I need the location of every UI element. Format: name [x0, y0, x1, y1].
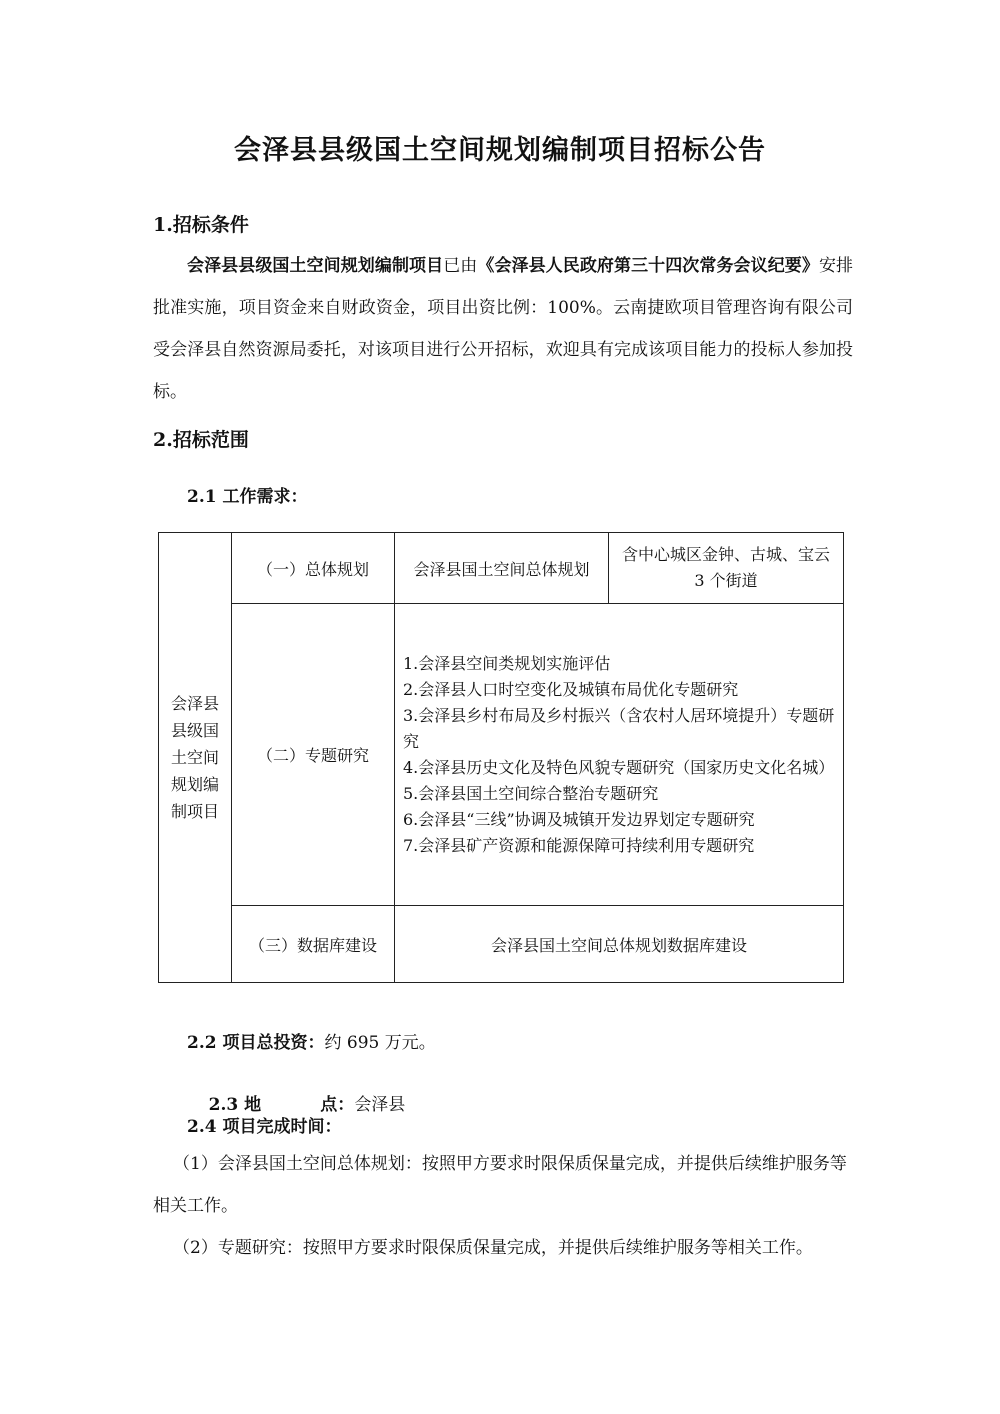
section1-rest: 安排批准实施，项目资金来自财政资金，项目出资比例：100%。云南捷欧项目管理咨询有限公司受会泽县自然资源局委托，对该项目进行公开招标，欢迎具有完成该项目能力的投标人参加投标。: [153, 256, 854, 402]
category-line: 土空间: [170, 748, 219, 767]
location-value: 会泽县: [354, 1095, 406, 1115]
project-category-cell: [159, 533, 232, 983]
completion-item-2: （2）专题研究：按照甲方要求时限保质保量完成，并提供后续维护服务等相关工作。: [173, 1238, 813, 1258]
category-line: 县级国: [170, 721, 219, 740]
content-cell-overall-plan: 会泽县国土空间总体规划: [395, 533, 609, 604]
approval-document: 《会泽县人民政府第三十四次常务会议纪要》: [477, 256, 819, 276]
location-label: 2.3 地 点：: [208, 1095, 355, 1115]
connector-text: 已由: [443, 256, 478, 276]
topic-item: 3.会泽县乡村布局及乡村振兴（含农村人居环境提升）专题研究: [403, 705, 835, 751]
phase-cell-overall-plan: （一）总体规划: [232, 533, 395, 604]
table-row: [159, 906, 844, 983]
section1-paragraph: [153, 245, 853, 413]
phase-cell-special-research: （二）专题研究: [232, 604, 395, 906]
category-line: 会泽县: [170, 694, 219, 713]
completion-item-1: （1）会泽县国土空间总体规划：按照甲方要求时限保质保量完成，并提供后续维护服务等相关工作。: [153, 1154, 847, 1216]
topic-item: 2.会泽县人口时空变化及城镇布局优化专题研究: [403, 679, 739, 699]
table-row: [159, 533, 844, 604]
investment-value: 约 695 万元。: [324, 1033, 436, 1053]
page-title: 会泽县县级国土空间规划编制项目招标公告: [234, 135, 766, 166]
project-name: 会泽县县级国土空间规划编制项目: [187, 256, 444, 276]
topic-item: 6.会泽县“三线”协调及城镇开发边界划定专题研究: [403, 809, 755, 829]
topic-item: 5.会泽县国土空间综合整治专题研究: [403, 783, 659, 803]
topic-item: 4.会泽县历史文化及特色风貌专题研究（国家历史文化名城）: [403, 757, 835, 777]
investment-label: 2.2 项目总投资：: [187, 1033, 325, 1053]
work-requirements-table: [158, 532, 844, 983]
topic-item: 7.会泽县矿产资源和能源保障可持续利用专题研究: [403, 835, 755, 855]
sub-heading-2-2: [187, 1028, 436, 1053]
topic-item: 1.会泽县空间类规划实施评估: [403, 653, 611, 673]
category-line: 规划编: [170, 775, 219, 794]
sub-heading-2-1: [187, 482, 308, 507]
completion-time-label: 2.4 项目完成时间：: [187, 1117, 342, 1137]
sub-heading-2-1-text: 2.1 工作需求：: [187, 487, 308, 507]
table-row: [159, 604, 844, 906]
category-line: 制项目: [170, 802, 219, 821]
scope-cell-overall-plan: 含中心城区金钟、古城、宝云 3 个街道: [609, 533, 844, 604]
phase-cell-database: （三）数据库建设: [232, 906, 395, 983]
content-cell-database: 会泽县国土空间总体规划数据库建设: [395, 906, 844, 983]
section2-heading: 2.招标范围: [153, 429, 249, 451]
section1-heading: 1.招标条件: [153, 214, 249, 236]
sub-heading-2-4: [187, 1112, 342, 1137]
topics-cell: [395, 604, 844, 906]
